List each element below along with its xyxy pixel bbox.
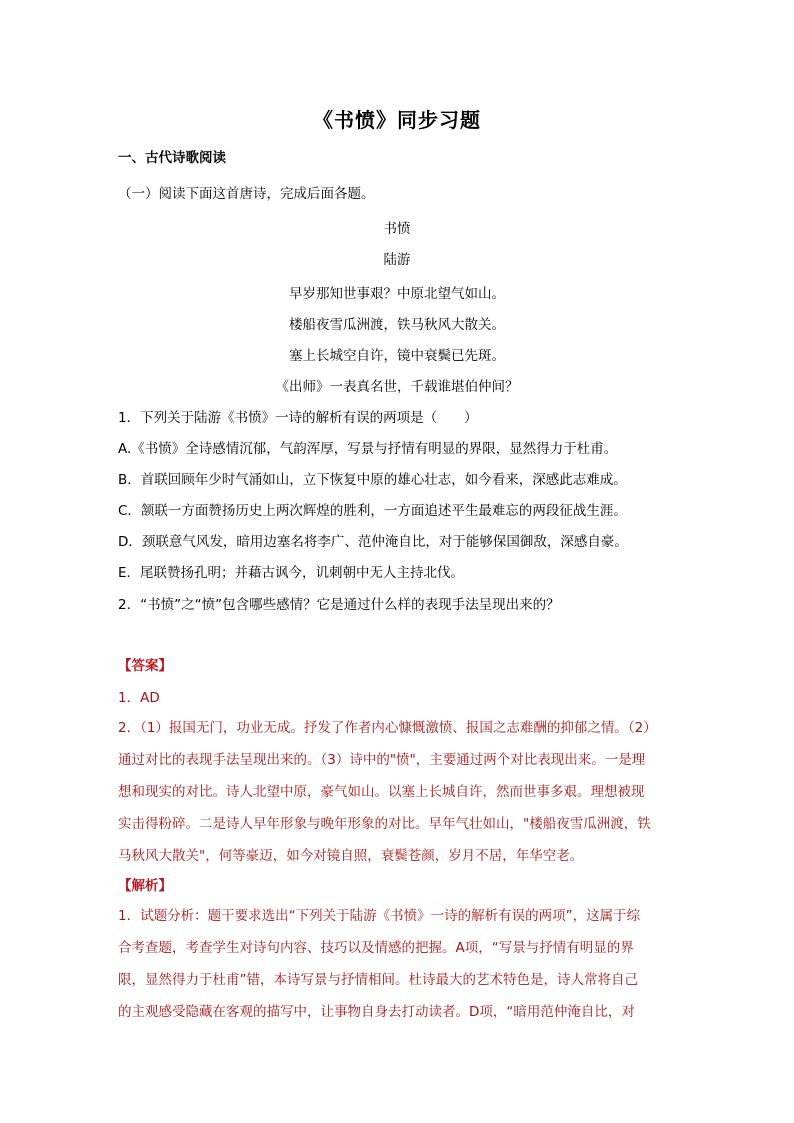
section-intro: （一）阅读下面这首唐诗，完成后面各题。 (118, 186, 375, 202)
question-1-option-e: E．尾联赞扬孔明；并藉古讽今，讥刺朝中无人主持北伐。 (118, 565, 465, 581)
analysis-line: 的主观感受隐藏在客观的描写中，让事物自身去打动读者。D项，“暗用范仲淹自比，对 (118, 1004, 635, 1020)
page-title: 《书愤》同步习题 (313, 108, 481, 132)
poem-line: 早岁那知世事艰？中原北望气如山。 (289, 286, 505, 302)
answer-2-line: 马秋风大散关"，何等豪迈，如今对镜自照，衰鬓苍颜，岁月不居，年华空老。 (118, 848, 584, 864)
question-1-option-d: D．颈联意气风发，暗用边塞名将李广、范仲淹自比，对于能够保国御敌，深感自豪。 (118, 534, 628, 550)
analysis-line: 合考查题，考查学生对诗句内容、技巧以及情感的把握。A项，“写景与抒情有明显的界 (118, 940, 634, 956)
answer-2-line: 实击得粉碎。二是诗人早年形象与晚年形象的对比。早年气壮如山，"楼船夜雪瓜洲渡，铁 (118, 816, 651, 832)
analysis-line: 1．试题分析：题干要求选出“下列关于陆游《书愤》一诗的解析有误的两项”，这属于综 (118, 908, 641, 924)
answer-header: 【答案】 (118, 658, 172, 674)
question-1-option-a: A.《书愤》全诗感情沉郁，气韵浑厚，写景与抒情有明显的界限，显然得力于杜甫。 (118, 441, 618, 457)
poem-author: 陆游 (383, 252, 411, 268)
question-1-option-c: C．颔联一方面赞扬历史上两次辉煌的胜利，一方面追述平生最难忘的两段征战生涯。 (118, 503, 627, 519)
answer-2-line: 2．（1）报国无门，功业无成。抒发了作者内心慷慨激愤、报国之志难酬的抑郁之情。（2） (118, 720, 657, 736)
poem-line: 楼船夜雪瓜洲渡，铁马秋风大散关。 (289, 317, 505, 333)
question-1-stem: 1．下列关于陆游《书愤》一诗的解析有误的两项是（ ） (118, 410, 478, 426)
analysis-line: 限，显然得力于杜甫”错，本诗写景与抒情相间。杜诗最大的艺术特色是，诗人常将自己 (118, 972, 638, 988)
poem-title: 书愤 (383, 221, 411, 237)
answer-2-line: 通过对比的表现手法呈现出来的。（3）诗中的"愤"，主要通过两个对比表现出来。一是理 (118, 752, 646, 768)
answer-1: 1．AD (118, 690, 160, 706)
answer-2-line: 想和现实的对比。诗人北望中原，豪气如山。以塞上长城自许，然而世事多艰。理想被现 (118, 784, 645, 800)
question-2-stem: 2．“书愤”之“愤”包含哪些感情？它是通过什么样的表现手法呈现出来的？ (118, 597, 560, 613)
analysis-header: 【解析】 (118, 878, 172, 894)
question-1-option-b: B．首联回顾年少时气涌如山，立下恢复中原的雄心壮志，如今看来，深感此志难成。 (118, 472, 627, 488)
poem-line: 《出师》一表真名世，千载谁堪伯仲间？ (275, 379, 519, 395)
section-heading: 一、古代诗歌阅读 (118, 150, 226, 166)
poem-line: 塞上长城空自许，镜中衰鬓已先斑。 (289, 348, 505, 364)
